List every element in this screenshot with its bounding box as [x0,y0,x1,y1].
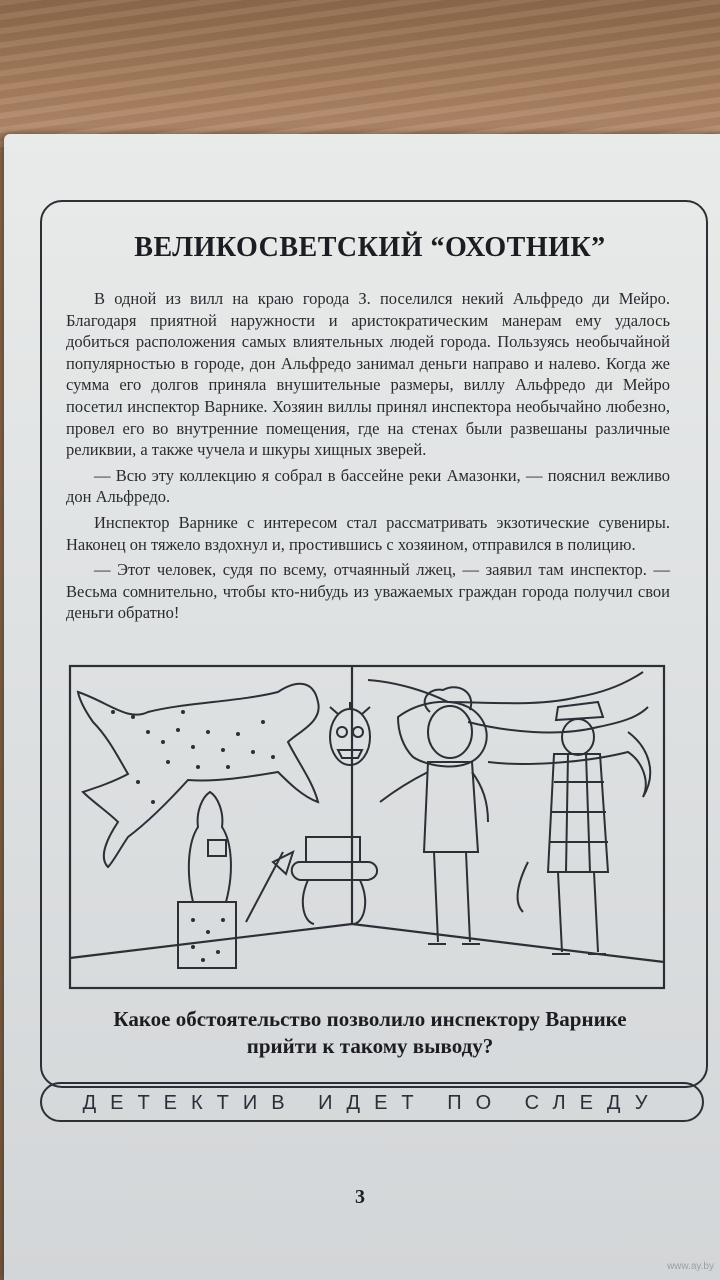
story-paragraph: В одной из вилл на краю города З. поселился некий Альфредо ди Мейро. Благодаря приятной наружности и аристократическим манерам ему удалось добиться расположения самых влиятельных людей города. Пользуясь необычайной популярностью в городе, дон Альфредо занимал деньги направо и налево. Когда же сумма его долгов приняла внушительные размеры, виллу Альфредо ди Мейро посетил инспектор Варнике. Хозяин виллы принял инспектора необычайно любезно, провел его во внутренние помещения, где на стенах были развешаны различные реликвии, а также чучела и шкуры хищных зверей. [66,289,670,460]
illustration [68,662,666,992]
series-band [40,1082,704,1122]
question-line: прийти к такому выводу? [246,1034,494,1058]
lion-skin-icon [368,672,648,797]
inspector-figure-icon [548,702,608,954]
story-text [66,288,670,628]
host-figure-icon [380,687,488,944]
illustration-border [70,666,664,988]
watermark: www.ay.by [666,1261,714,1272]
question-line: Какое обстоятельство позволило инспектору Варнике [113,1007,627,1031]
story-title: ВЕЛИКОСВЕТСКИЙ “ОХОТНИК” [134,232,606,263]
series-title: ДЕТЕКТИВ ИДЕТ ПО СЛЕДУ [82,1092,662,1114]
chair-icon [292,837,377,924]
story-paragraph: Инспектор Варнике с интересом стал рассматривать экзотические сувениры. Наконец он тяжело вздохнул и, простившись с хозяином, отправился в полицию. [66,512,670,554]
story-paragraph: — Этот человек, судя по всему, отчаянный лжец, — заявил там инспектор. — Весьма сомнительно, чтобы кто-нибудь из уважаемых граждан города получил свои деньги обратно! [66,560,670,623]
page-number: 3 [355,1186,365,1208]
axe-icon [246,852,293,922]
wood-background [0,0,720,150]
leopard-spots [111,710,275,804]
tail-icon [518,732,651,912]
story-paragraph: — Всю эту коллекцию я собрал в бассейне реки Амазонки, — пояснил вежливо дон Альфредо. [66,465,670,507]
mask-icon [330,702,370,765]
question [70,1006,670,1060]
